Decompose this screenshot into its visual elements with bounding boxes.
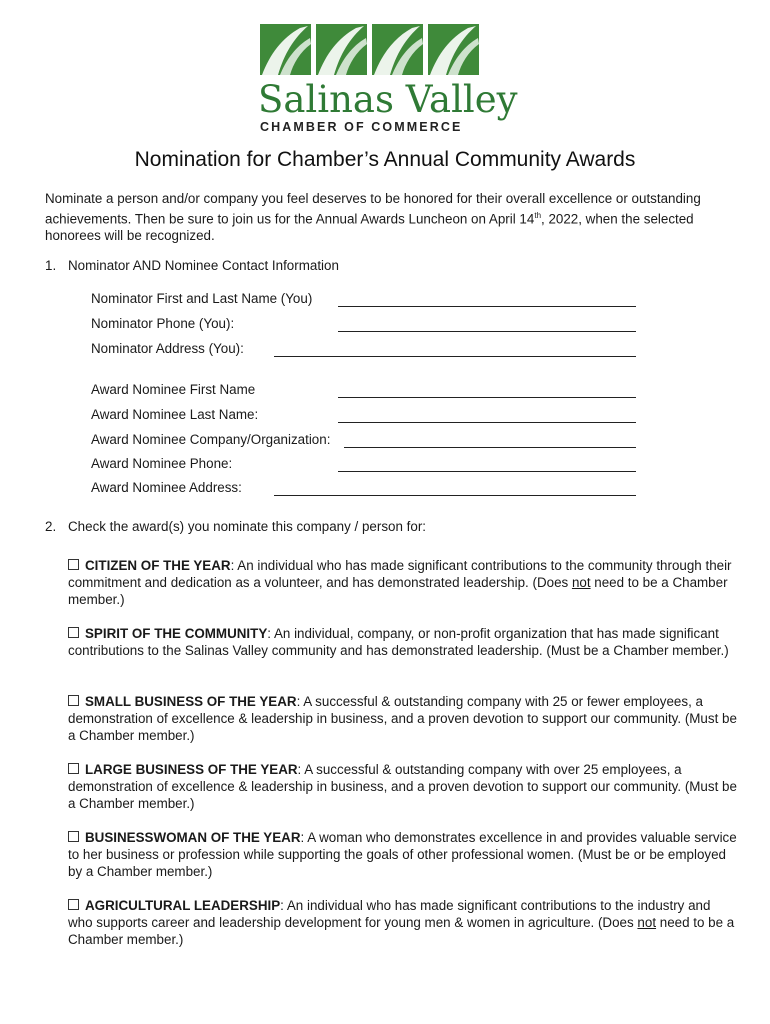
award-emphasis: not <box>637 915 657 930</box>
intro-superscript: th <box>534 211 542 220</box>
leaf-tile-icon <box>428 24 479 75</box>
award-description: : An individual, company, or non-profit organization that has made significant contributions to the Salinas Valley community and has demonstrated leadership. (Must be a Chamber member.) <box>68 626 729 658</box>
nominee-address-field[interactable] <box>91 480 636 498</box>
award-name: CITIZEN OF THE YEAR <box>85 558 231 573</box>
award-description: : An individual who has made significant contributions to the industry and who supports career and leadership development for young men & women in agriculture. (Does <box>68 898 711 930</box>
blank-line[interactable] <box>274 494 636 496</box>
nominee-first-name-field[interactable] <box>91 382 636 400</box>
award-checkbox[interactable] <box>68 763 79 774</box>
award-spirit-of-the-community <box>68 625 738 659</box>
intro-text-2: , 2022, when the selected honorees will be recognized. <box>45 211 694 244</box>
field-label: Nominator Address (You): <box>91 341 244 356</box>
field-label: Award Nominee Phone: <box>91 456 233 471</box>
blank-line[interactable] <box>338 305 636 307</box>
blank-line[interactable] <box>274 355 636 357</box>
blank-line[interactable] <box>338 396 636 398</box>
award-checkbox[interactable] <box>68 831 79 842</box>
field-label: Award Nominee Last Name: <box>91 407 259 422</box>
award-large-business <box>68 761 738 812</box>
intro-paragraph <box>45 190 735 244</box>
field-label: Award Nominee First Name <box>91 382 256 397</box>
nominee-company-field[interactable] <box>91 432 636 450</box>
nominator-name-field[interactable] <box>91 291 636 309</box>
section-1-heading <box>45 258 339 273</box>
nominee-last-name-field[interactable] <box>91 407 636 425</box>
field-label: Award Nominee Address: <box>91 480 242 495</box>
award-checkbox[interactable] <box>68 559 79 570</box>
section-number: 1. <box>45 258 57 273</box>
field-label: Nominator Phone (You): <box>91 316 235 331</box>
blank-line[interactable] <box>344 446 636 448</box>
award-description-end: need to be a Chamber member.) <box>68 575 728 607</box>
award-checkbox[interactable] <box>68 627 79 638</box>
nominee-phone-field[interactable] <box>91 456 636 474</box>
intro-text-1: Nominate a person and/or company you feel deserves to be honored for their overall excellence or outstanding achievements. Then be sure to join us for the Annual Awards Luncheon on April 14 <box>45 191 701 227</box>
leaf-tile-icon <box>316 24 367 75</box>
logo-name: Salinas Valley <box>258 78 518 121</box>
award-name: BUSINESSWOMAN OF THE YEAR <box>85 830 301 845</box>
section-title: Check the award(s) you nominate this company / person for: <box>68 519 426 534</box>
leaf-tile-icon <box>260 24 311 75</box>
award-checkbox[interactable] <box>68 695 79 706</box>
award-checkbox[interactable] <box>68 899 79 910</box>
page-title: Nomination for Chamber’s Annual Community Awards <box>134 148 636 171</box>
award-agricultural-leadership <box>68 897 738 948</box>
section-title: Nominator AND Nominee Contact Information <box>68 258 339 273</box>
award-businesswoman <box>68 829 738 880</box>
award-small-business <box>68 693 738 744</box>
award-description: : A successful & outstanding company with 25 or fewer employees, a demonstration of excellence & leadership in business, and a proven devotion to support our community. (Must be a Chamber member.) <box>68 694 737 743</box>
award-emphasis: not <box>571 575 591 590</box>
award-description: : An individual who has made significant contributions to the community through their commitment and dedication as a volunteer, and has demonstrated leadership. (Does <box>68 558 732 590</box>
chamber-logo <box>258 24 518 136</box>
nominator-address-field[interactable] <box>91 341 636 359</box>
section-number: 2. <box>45 519 57 534</box>
nominator-phone-field[interactable] <box>91 316 636 334</box>
leaf-tile-icon <box>372 24 423 75</box>
field-label: Nominator First and Last Name (You) <box>91 291 313 306</box>
award-name: LARGE BUSINESS OF THE YEAR <box>85 762 298 777</box>
award-description: : A successful & outstanding company with over 25 employees, a demonstration of excellence & leadership in business, and a proven devotion to support our community. (Must be a Chamber member.) <box>68 762 737 811</box>
blank-line[interactable] <box>338 330 636 332</box>
award-citizen-of-the-year <box>68 557 738 608</box>
logo-leaf-tiles <box>260 24 479 75</box>
blank-line[interactable] <box>338 421 636 423</box>
field-label: Award Nominee Company/Organization: <box>91 432 331 447</box>
logo-subtitle: CHAMBER OF COMMERCE <box>260 120 463 134</box>
section-2-heading <box>45 519 426 534</box>
blank-line[interactable] <box>338 470 636 472</box>
award-name: AGRICULTURAL LEADERSHIP <box>85 898 281 913</box>
award-name: SPIRIT OF THE COMMUNITY <box>85 626 268 641</box>
award-description-end: need to be a Chamber member.) <box>68 915 735 947</box>
award-name: SMALL BUSINESS OF THE YEAR <box>85 694 297 709</box>
award-description: : A woman who demonstrates excellence in and provides valuable service to her business or profession while supporting the goals of other professional women. (Must be or be employed by a Chamber member.) <box>68 830 737 879</box>
